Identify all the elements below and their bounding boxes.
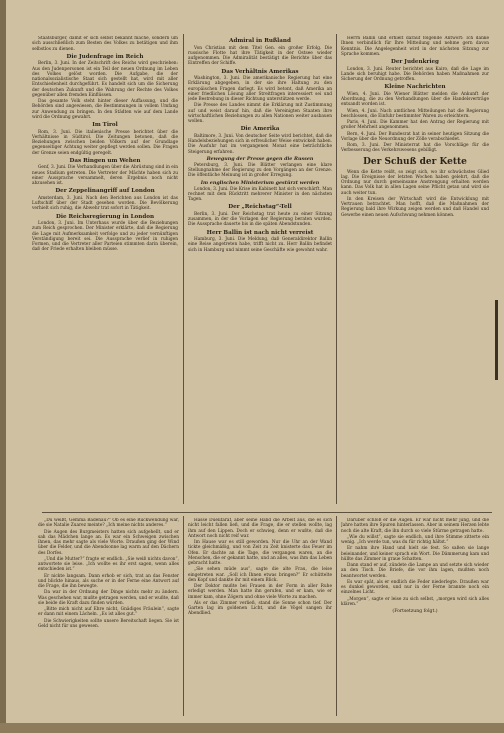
page-edge-left (0, 0, 6, 733)
article-text: Wien, 4. Juni. Nach amtlichen Mitteilungen hat die Regierung beschlossen, die Einfuhr bestimmter Waren zu erleichtern. (341, 108, 489, 119)
serial-title: Der Schuß der Kette (363, 156, 467, 167)
article-text: Baltimore, 3. Juni. Von deutscher Seite wird berichtet, daß die Handelsbeziehungen sich in erfreulicher Weise entwickelt haben. Die Ausfuhr hat im vergangenen Monat eine beträchtliche Steigerung erfahren. (188, 133, 332, 155)
serial-column-2 (188, 518, 332, 718)
page-edge-bottom (0, 723, 504, 733)
serial-text: Hasse Duelifaraf, aber seine Hand die Arbeit aus, die es sich nicht leicht fallen ließ, und die Frage, die er stellen wollte, lag ihm auf den Lippen. Doch er schwieg, denn er wußte, daß die Antwort noch nicht reif war. (188, 518, 332, 539)
article-headline: Der Zeppelinangriff auf London (55, 188, 155, 195)
article-text: Berlin, 3. Juni. Der Reichstag trat heute zu einer Sitzung zusammen, in der die Vorlagen der Regierung beraten wurden. Die Aussprache dauerte bis in die späten Abendstunden. (188, 211, 332, 228)
serial-rule-1 (183, 516, 184, 716)
article-text: Rom, 3. Juni. Die italienische Presse berichtet über die Verhältnisse in Südtirol. Die Zeitungen betonen, daß die Beziehungen zwischen beiden Völkern auf der Grundlage gegenseitiger Achtung weiter gepflegt werden sollen. Die Fragen der Grenze seien endgültig geregelt. (32, 129, 178, 156)
serial-text: „Bitte mich nicht auf Ehre nicht, Gnädiges Fräulein“, sagte er dann mit einem Lächeln. „Es ist alles gut.“ (38, 607, 179, 618)
serial-text: „Wie du willst“, sagte sie endlich, und ihre Stimme zitterte ein wenig. „Ich werde tun, was du für richtig hältst.“ (341, 534, 489, 545)
serial-text: Als er das Zimmer verließ, stand die Sonne schon tief. Der Garten lag im goldenen Licht, und die Vögel sangen ihr Abendlied. (188, 600, 332, 617)
column-rule-1 (183, 34, 184, 504)
article-text: Staatsbürger, damit er sich selbst bekannt mache, sondern um sich ausschließlich zum Besten des Volkes zu betätigen und ihm selbstlos zu dienen. (32, 36, 178, 52)
news-column-3 (341, 36, 489, 508)
serial-text: Er nickte langsam. Dann erhob er sich, trat an das Fenster und blickte hinaus, als suche er in der Ferne eine Antwort auf die Frage, die ihn bewegte. (38, 573, 179, 589)
article-text: London, 3. Juni. Im Unterhaus wurde über die Beziehungen zum Reich gesprochen. Der Minister erklärte, daß die Regierung die Lage mit Aufmerksamkeit verfolge und zu jeder vernünftigen Verständigung bereit sei. Die Aussprache verlief in ruhigen Formen, und die Vertreter aller Parteien stimmten darin überein, daß der Friede erhalten bleiben müsse. (32, 221, 178, 253)
article-headline: Die Judenfrage im Reich (66, 53, 144, 60)
article-headline: Im Tirol (92, 122, 118, 128)
article-text: London, 3. Juni. Die Krise im Kabinett hat sich verschärft. Man rechnet mit dem Rücktritt mehrerer Minister in den nächsten Tagen. (188, 186, 332, 202)
article-headline: Herr Ballin ist nach nicht verreist (206, 229, 314, 236)
serial-text: Er nahm ihre Hand und hielt sie fest. So saßen sie lange beieinander, und keiner sprach ein Wort. Die Dämmerung kam und hüllte das Zimmer in graue Schatten. (341, 546, 489, 562)
article-headline: Im englischen Ministerium gestürzt werden (200, 179, 320, 186)
serial-text: „Morgen“, sagte er leise zu sich selbst, „morgen wird sich alles klären.“ (341, 596, 489, 607)
serial-text: Es war spät, als er endlich die Feder niederlegte. Draußen war es dunkel geworden, und nur in der Ferne brannte noch ein einzelnes Licht. (341, 579, 489, 596)
serial-text: Da war in der Ordnung der Dinge nichts mehr zu ändern. Was geschehen war, mußte getragen werden, und er wußte, daß sie beide die Kraft dazu finden würden. (38, 590, 179, 606)
serial-text: „Und die Mutter?“ fragte er endlich. „Sie weiß nichts davon“, antwortete sie leise. „Ich wollte es ihr erst sagen, wenn alles entschieden ist.“ (38, 556, 179, 573)
article-text: Bern, 4. Juni. Der Bundesrat hat in seiner heutigen Sitzung die Vorlage über die Neuordnung der Zölle verabschiedet. (341, 131, 489, 142)
serial-text: Im Hause war es still geworden. Nur die Uhr an der Wand tickte gleichmäßig, und von Zeit zu Zeit knisterte das Feuer im Ofen. Er dachte an die Tage, die vergangen waren, an die Menschen, die er gekannt hatte, und an alles, was ihm das Leben gebracht hatte. (188, 540, 332, 566)
article-text: In den Kreisen der Wirtschaft wird die Entwicklung mit Vertrauen betrachtet. Man hofft, daß die Maßnahmen der Regierung bald ihre Wirkung zeigen werden und daß Handel und Gewerbe einen neuen Aufschwung nehmen können. (341, 196, 489, 218)
article-text: Berlin, 3. Juni. In der Zeitschrift des Reichs wird geschrieben: Aus den Judenpersonen ist ein Teil der neuen Ordnung im Leben des Volkes gelöst worden. Die Aufgabe, die der nationalsozialistische Staat sich gestellt hat, wird mit aller Entschiedenheit durchgeführt. Es handelt sich um die Sicherung der deutschen Zukunft und die Wahrung der Rechte des Volkes gegenüber allen fremden Einflüssen. (32, 61, 178, 98)
serial-text: Die Schwierigkeiten sollte unsere Bereitschaft liegen. Sie ist Geld nicht für uns gewesen. (38, 618, 179, 629)
article-text: Hamburg, 3. Juni. Die Meldung, daß Generaldirektor Ballin eine Reise angetreten habe, trifft nicht zu. Herr Ballin befindet sich in Hamburg und nimmt seine Geschäfte wie gewohnt wahr. (188, 237, 332, 253)
article-text: Die Presse des Landes nimmt die Erklärung mit Zustimmung auf und weist darauf hin, daß die Vereinigten Staaten ihre wirtschaftlichen Beziehungen zu allen Nationen weiter ausbauen wollen. (188, 103, 332, 124)
article-text: Petersburg, 3. Juni. Die Blätter verlangen eine klare Stellungnahme der Regierung zu den Vorgängen an der Grenze. Die öffentliche Meinung ist in großer Erregung. (188, 162, 332, 179)
article-headline: Der „Reichstag“-Tell (228, 204, 292, 211)
serial-text: Darüber schloß er die Augen. Er war nicht mehr jung, und die Jahre hatten ihre Spuren hinterlassen. Aber in seinem Herzen lebte noch die alte Kraft, die ihn durch so viele Stürme getragen hatte. (341, 518, 489, 534)
serial-text: „Du weißt, Gemma Badenau?“ Ob es eine Rückwendung war, die sie Natalie Zuarez meinte? „Ich meine nichts anderes.“ (38, 518, 179, 529)
section-rule (42, 512, 492, 513)
news-column-1 (32, 36, 178, 508)
serial-rule-2 (336, 516, 337, 716)
serial-text: Der Doktor mußte bei Frauen in der Form in aller Ruhe erledigt werden. Man hatte ihn gerufen, und er kam, wie er immer kam, ohne Zögern und ohne viele Worte zu machen. (188, 584, 332, 600)
article-text: Wenn die Kette reißt, so zeigt sich, wo ihr schwächstes Glied lag. Die Ereignisse der letzten Wochen haben gelehrt, daß die Ordnung nur durch gemeinsame Anstrengung erhalten werden kann. Das Volk hat in allen Lagen seine Pflicht getan und wird sie auch weiter tun. (341, 169, 489, 196)
article-text: Rom, 3. Juni. Der Ministerrat hat die Vorschläge für die Verbesserung des Verkehrswesens gebilligt. (341, 143, 489, 154)
article-text: Amsterdam, 3. Juni. Nach den Berichten aus London ist das Luftschiff über der Stadt gesehen worden. Die Bevölkerung verhielt sich ruhig, die Abwehr trat sofort in Tätigkeit. (32, 195, 178, 212)
article-headline: Das Verhältnis Amerikas (221, 68, 299, 75)
article-text: Wien, 4. Juni. Die Wiener Blätter melden die Ankunft der Abordnung, die zu den Verhandlungen über die Handelsverträge entsandt worden ist. (341, 91, 489, 108)
article-text: London, 3. Juni. Reuter berichtet aus Kairo, daß die Lage im Lande sich beruhigt habe. Die Behörden haben Maßnahmen zur Sicherung der Ordnung getroffen. (341, 66, 489, 82)
binding-mark (495, 300, 498, 380)
serial-column-1 (38, 518, 179, 718)
article-headline: Kleine Nachrichten (384, 84, 446, 91)
column-rule-2 (336, 34, 337, 504)
serial-text: Dann stand er auf, zündete die Lampe an und setzte sich wieder an den Tisch. Die Briefe, die vor ihm lagen, mußten noch beantwortet werden. (341, 563, 489, 579)
article-text: Das gesamte Volk steht hinter dieser Auffassung, und die Behörden sind angewiesen, die Bestimmungen in vollem Umfang zur Anwendung zu bringen. In den Städten wie auf dem Lande wird die Ordnung gewahrt. (32, 99, 178, 120)
article-text: Washington, 3. Juni. Die amerikanische Regierung hat eine Erklärung abgegeben, in der sie ihre Haltung zu den europäischen Fragen darlegt. Es wird betont, daß Amerika an einer friedlichen Lösung aller Streitfragen interessiert sei und jede Bestrebung in dieser Richtung unterstützen werde. (188, 76, 332, 102)
article-headline: Admiral in Rußland (229, 38, 291, 44)
article-headline: Die Amerika (240, 126, 280, 133)
article-headline: Bewegung der Presse gegen die Russen (206, 155, 314, 162)
article-text: Von Christian mit dem Titel Gen. ein großer Erfolg. Die russische Flotte hat ihre Tätigkeit in der Ostsee wieder aufgenommen. Die Admiralität bestätigt die Berichte über das Eintreffen der Schiffe. (188, 45, 332, 67)
article-headline: Das Ringen um Wehen (69, 157, 141, 164)
serial-text: Die Augen des Burgmeisters hatten sich aufgehellt, und er sah das Mädchen lange an. Es war ein Schweigen zwischen ihnen, das mehr sagte als viele Worte. Draußen ging der Wind über die Felder, und die Abendsonne lag warm auf den Dächern des Dorfes. (38, 529, 179, 556)
article-text: Paris, 4. Juni. Die Kammer hat den Antrag der Regierung mit großer Mehrheit angenommen. (341, 120, 489, 131)
article-headline: Die Reichsregierung in London (55, 213, 155, 220)
serial-column-3 (341, 518, 489, 718)
serial-text: „Sie sehen müde aus“, sagte die alte Frau, die leise eingetreten war. „Soll ich Ihnen etwas bringen?“ Er schüttelte den Kopf und dankte ihr mit einem Blick. (188, 567, 332, 583)
news-column-2 (188, 36, 332, 508)
article-headline: Der Judenkrieg (391, 59, 439, 65)
continued-note: (Fortsetzung folgt.) (392, 609, 438, 614)
article-text: Herrn Ballin und erhielt darauf folgende Antwort: Ich danke Ihnen verbindlich für Ihre Mitteilung und nehme gern davon Kenntnis. Die Angelegenheit wird in der nächsten Sitzung zur Sprache kommen. (341, 36, 489, 57)
article-text: Genf, 3. Juni. Die Verhandlungen über die Abrüstung sind in ein neues Stadium getreten. Die Vertreter der Mächte haben sich zu einer Aussprache versammelt, deren Ergebnis noch nicht abzusehen ist. (32, 165, 178, 186)
